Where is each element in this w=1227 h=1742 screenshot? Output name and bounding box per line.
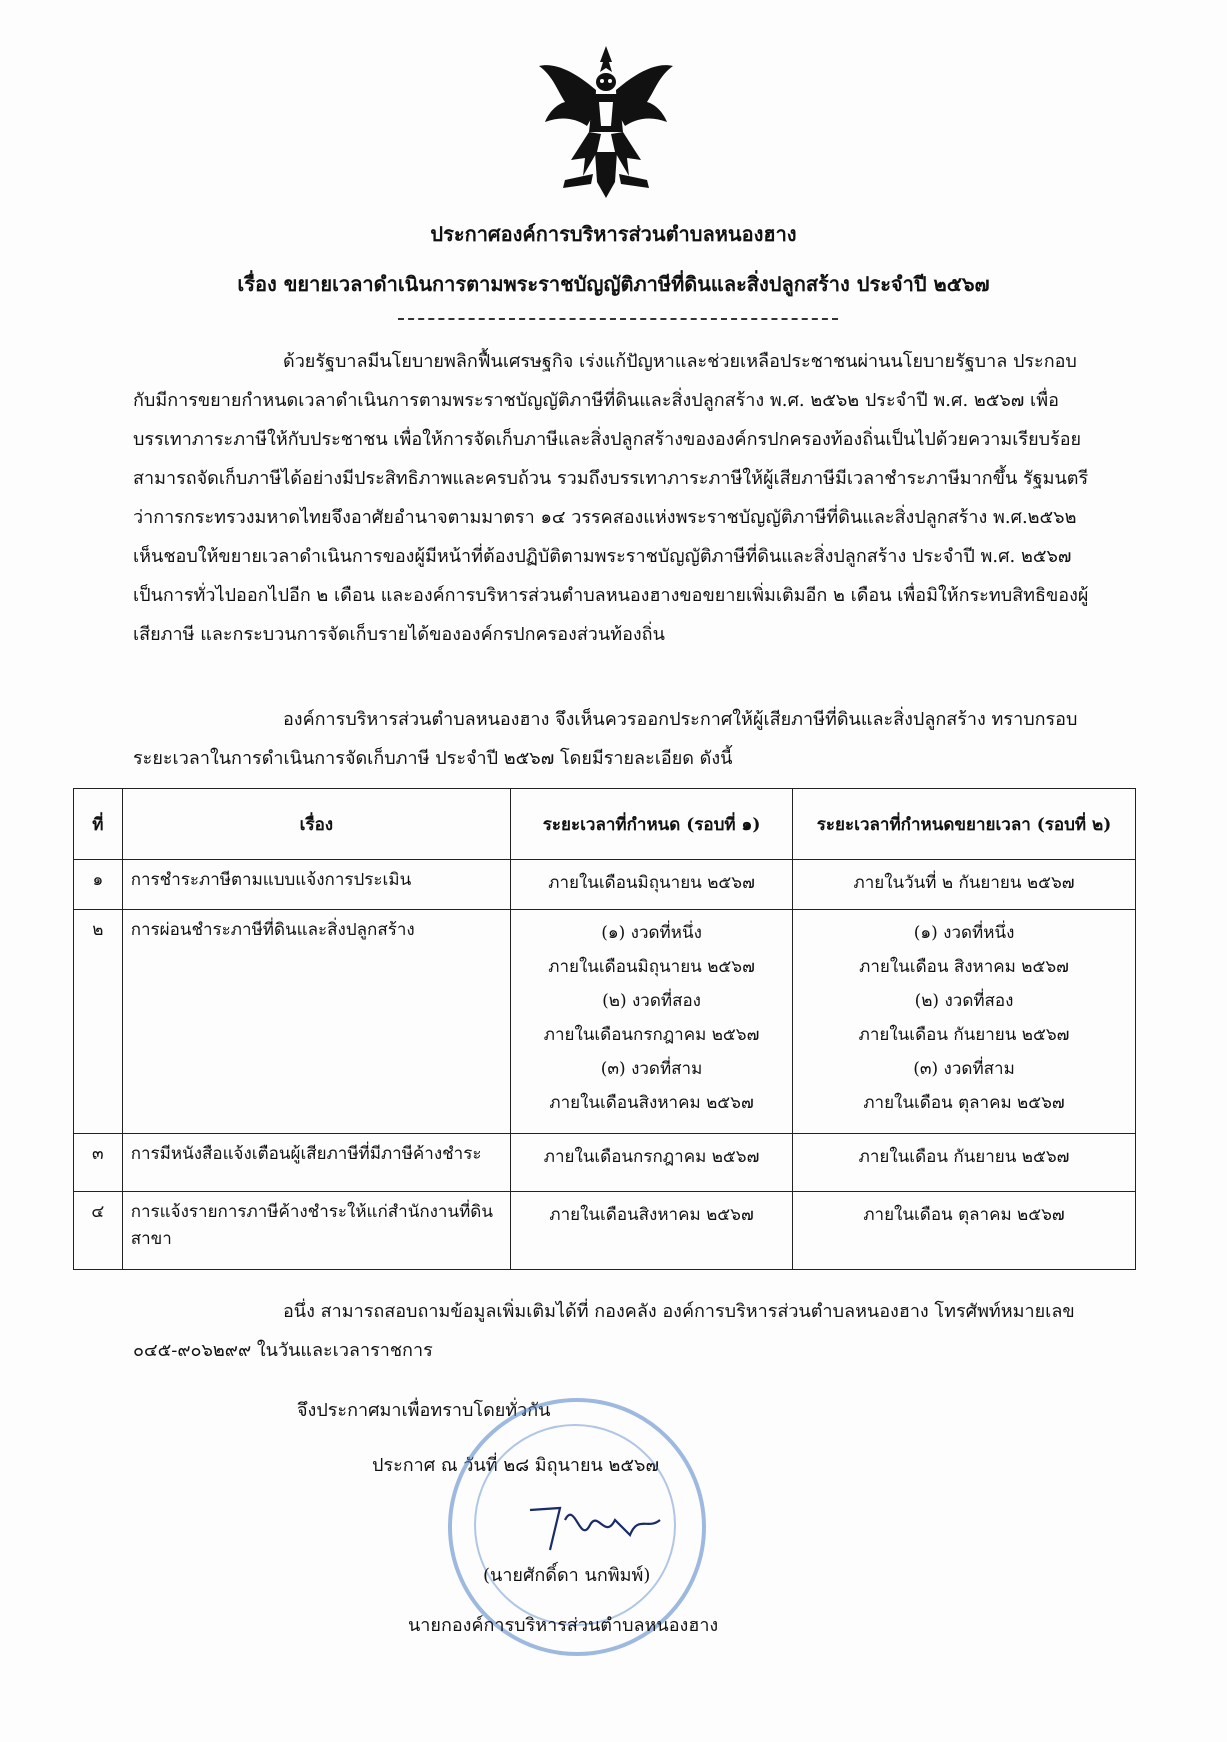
round2-line: (๓) งวดที่สาม: [913, 1059, 1015, 1079]
title-divider: [398, 318, 838, 320]
row-topic: การมีหนังสือแจ้งเตือนผู้เสียภาษีที่มีภาษีค้างชำระ: [122, 1134, 510, 1192]
row-round2: [793, 860, 1136, 910]
round2-line: (๒) งวดที่สอง: [914, 991, 1014, 1011]
row-topic: การผ่อนชำระภาษีที่ดินและสิ่งปลูกสร้าง: [122, 910, 510, 1134]
round1-line: ภายในเดือนสิงหาคม ๒๕๖๗: [549, 1205, 754, 1225]
round1-line: ภายในเดือนมิถุนายน ๒๕๖๗: [548, 957, 755, 977]
header-round1: ระยะเวลาที่กำหนด (รอบที่ ๑): [511, 789, 793, 860]
round2-line: (๑) งวดที่หนึ่ง: [913, 923, 1015, 943]
round1-line: ภายในเดือนกรกฎาคม ๒๕๖๗: [543, 1025, 760, 1045]
row-topic: การแจ้งรายการภาษีค้างชำระให้แก่สำนักงานที่ดินสาขา: [122, 1192, 510, 1270]
paragraph-2: องค์การบริหารส่วนตำบลหนองฮาง จึงเห็นควรออกประกาศให้ผู้เสียภาษีที่ดินและสิ่งปลูกสร้าง ทราบกรอบระยะเวลาในการดำเนินการจัดเก็บภาษี ประจำปี ๒๕๖๗ โดยมีรายละเอียด ดังนี้: [133, 709, 1078, 769]
announcement-date: ประกาศ ณ วันที่ ๒๘ มิถุนายน ๒๕๖๗: [372, 1455, 660, 1476]
row-round2: [793, 1192, 1136, 1270]
round2-line: ภายในเดือน ตุลาคม ๒๕๖๗: [863, 1205, 1065, 1225]
announcement-title: ประกาศองค์การบริหารส่วนตำบลหนองฮาง: [430, 222, 797, 246]
row-round1: [511, 910, 793, 1134]
announcement-subject: เรื่อง ขยายเวลาดำเนินการตามพระราชบัญญัติภาษีที่ดินและสิ่งปลูกสร้าง ประจำปี ๒๕๖๗: [237, 272, 990, 296]
round2-line: ภายในเดือน กันยายน ๒๕๖๗: [858, 1025, 1070, 1045]
round2-line: ภายในเดือน ตุลาคม ๒๕๖๗: [863, 1093, 1065, 1113]
round2-line: ภายในเดือน สิงหาคม ๒๕๖๗: [859, 957, 1069, 977]
paragraph-3: อนึ่ง สามารถสอบถามข้อมูลเพิ่มเติมได้ที่ กองคลัง องค์การบริหารส่วนตำบลหนองฮาง โทรศัพท์หมายเลข ๐๔๕-๙๐๖๒๙๙ ในวันและเวลาราชการ: [133, 1301, 1075, 1361]
round1-line: ภายในเดือนมิถุนายน ๒๕๖๗: [548, 873, 755, 893]
header-no: ที่: [74, 789, 123, 860]
table-row: [74, 910, 1136, 1134]
schedule-table: [73, 788, 1136, 1270]
round2-line: ภายในวันที่ ๒ กันยายน ๒๕๖๗: [853, 873, 1075, 893]
signer-title: นายกองค์การบริหารส่วนตำบลหนองฮาง: [408, 1615, 719, 1636]
round1-line: ภายในเดือนกรกฎาคม ๒๕๖๗: [543, 1147, 760, 1167]
row-topic: การชำระภาษีตามแบบแจ้งการประเมิน: [122, 860, 510, 910]
paragraph-announcement: [133, 700, 1091, 778]
round1-line: (๒) งวดที่สอง: [602, 991, 701, 1011]
paragraph-contact: [133, 1292, 1091, 1370]
row-round2: [793, 1134, 1136, 1192]
table-row: [74, 1134, 1136, 1192]
row-no: ๒: [74, 910, 123, 1134]
row-round1: [511, 1134, 793, 1192]
round2-line: ภายในเดือน กันยายน ๒๕๖๗: [858, 1147, 1070, 1167]
round1-line: ภายในเดือนสิงหาคม ๒๕๖๗: [549, 1093, 754, 1113]
row-no: ๓: [74, 1134, 123, 1192]
row-round1: [511, 1192, 793, 1270]
row-round2: [793, 910, 1136, 1134]
paragraph-background: [133, 342, 1091, 654]
header-round2: ระยะเวลาที่กำหนดขยายเวลา (รอบที่ ๒): [793, 789, 1136, 860]
round1-line: (๑) งวดที่หนึ่ง: [601, 923, 702, 943]
header-topic: เรื่อง: [122, 789, 510, 860]
row-no: ๑: [74, 860, 123, 910]
paragraph-1: ด้วยรัฐบาลมีนโยบายพลิกฟื้นเศรษฐกิจ เร่งแก้ปัญหาและช่วยเหลือประชาชนผ่านนโยบายรัฐบาล ประกอบกับมีการขยายกำหนดเวลาดำเนินการตามพระราชบัญญัติภาษีที่ดินและสิ่งปลูกสร้าง พ.ศ. ๒๕๖๒ ประจำปี พ.ศ. ๒๕๖๗ เพื่อบรรเทาภาระภาษีให้กับประชาชน เพื่อให้การจัดเก็บภาษีและสิ่งปลูกสร้างขององค์กรปกครองท้องถิ่นเป็นไปด้วยความเรียบร้อย สามารถจัดเก็บภาษีได้อย่างมีประสิทธิภาพและครบถ้วน รวมถึงบรรเทาภาระภาษีให้ผู้เสียภาษีมีเวลาชำระภาษีมากขึ้น รัฐมนตรีว่าการกระทรวงมหาดไทยจึงอาศัยอำนาจตามมาตรา ๑๔ วรรคสองแห่งพระราชบัญญัติภาษีที่ดินและสิ่งปลูกสร้าง พ.ศ.๒๕๖๒ เห็นชอบให้ขยายเวลาดำเนินการของผู้มีหน้าที่ต้องปฏิบัติตามพระราชบัญญัติภาษีที่ดินและสิ่งปลูกสร้าง ประจำปี พ.ศ. ๒๕๖๗ เป็นการทั่วไปออกไปอีก ๒ เดือน และองค์การบริหารส่วนตำบลหนองฮางขอขยายเพิ่มเติมอีก ๒ เดือน เพื่อมิให้กระทบสิทธิของผู้เสียภาษี และกระบวนการจัดเก็บรายได้ขององค์กรปกครองส่วนท้องถิ่น: [133, 351, 1089, 645]
row-round1: [511, 860, 793, 910]
table-row: [74, 860, 1136, 910]
table-header-row: [74, 789, 1136, 860]
closing-statement: จึงประกาศมาเพื่อทราบโดยทั่วกัน: [297, 1400, 551, 1421]
round1-line: (๓) งวดที่สาม: [600, 1059, 703, 1079]
table-row: [74, 1192, 1136, 1270]
garuda-emblem-icon: [535, 42, 677, 202]
signer-name: (นายศักดิ์ดา นกพิมพ์): [483, 1565, 651, 1586]
row-no: ๔: [74, 1192, 123, 1270]
signature-icon: [520, 1490, 670, 1560]
